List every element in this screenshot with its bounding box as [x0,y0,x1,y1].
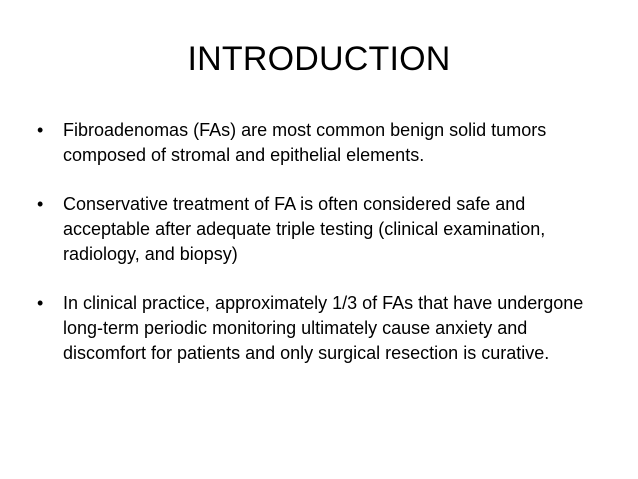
bullet-item-clinical-practice [37,291,607,366]
bullet-list [37,118,607,390]
slide-title: INTRODUCTION [187,40,451,78]
bullet-marker-icon: • [37,120,44,140]
bullet-text: Fibroadenomas (FAs) are most common benign solid tumors composed of stromal and epithelial elements. [63,120,547,165]
bullet-text: In clinical practice, approximately 1/3 of FAs that have undergone long-term periodic monitoring ultimately cause anxiety and discomfort for patients and only surgical resection is curative. [63,293,584,363]
bullet-marker-icon: • [37,293,44,313]
bullet-item-conservative-treatment [37,192,607,267]
bullet-item-fibroadenomas [37,118,607,168]
bullet-marker-icon: • [37,194,44,214]
bullet-text: Conservative treatment of FA is often considered safe and acceptable after adequate triple testing (clinical examination, radiology, and biopsy) [63,194,546,264]
